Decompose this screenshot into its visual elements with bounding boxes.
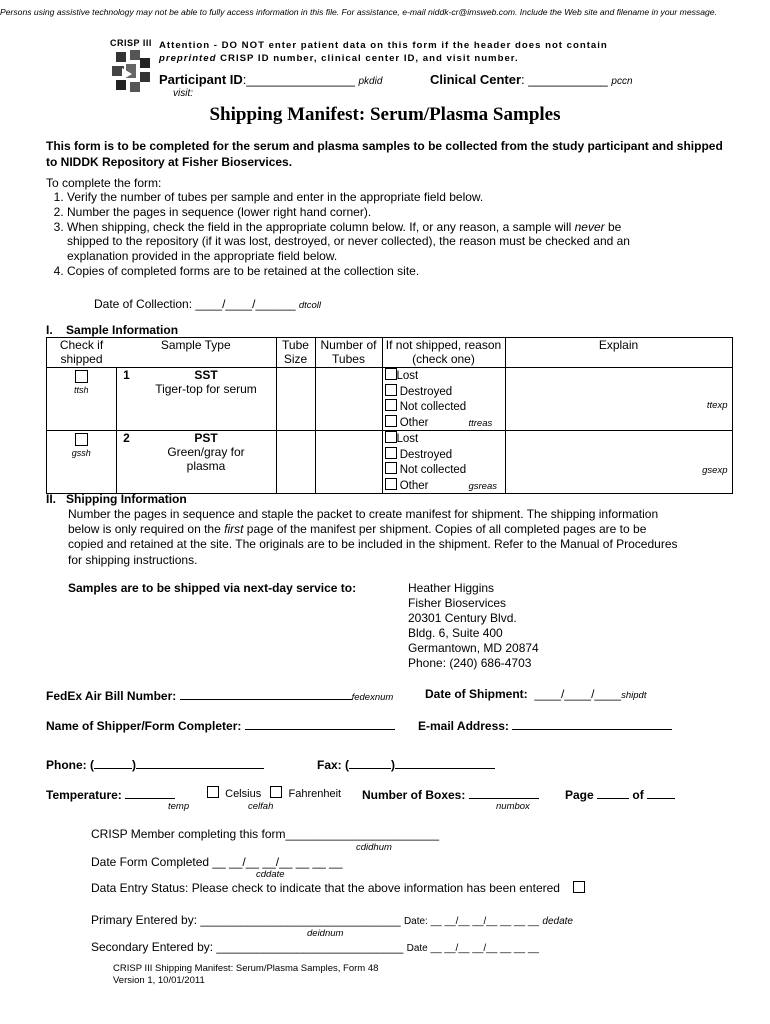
header-number-of-tubes: [315, 338, 382, 368]
form-footer-line-1: CRISP III Shipping Manifest: Serum/Plasma Samples, Form 48: [113, 963, 379, 974]
row-2-number-of-tubes-input[interactable]: [315, 431, 382, 494]
table-row: [47, 431, 733, 494]
row-2-number: 2: [116, 431, 137, 494]
clinical-center-label: Clinical Center: [430, 72, 522, 87]
address-line: Bldg. 6, Suite 400: [408, 626, 503, 640]
celsius-checkbox[interactable]: [207, 786, 219, 798]
table-row: [47, 368, 733, 431]
row-1-reasons: [382, 368, 505, 431]
row-2-explain-input[interactable]: [505, 431, 732, 494]
fax-field[interactable]: [317, 756, 495, 772]
checkbox-icon[interactable]: [385, 431, 397, 443]
reason-label: Not collected: [399, 401, 467, 413]
section-1-title: Sample Information: [66, 323, 179, 337]
boxes-field[interactable]: [362, 786, 539, 802]
row-2-code: gssh: [71, 448, 91, 458]
secondary-entered-label: Secondary Entered by: ____________________________: [91, 940, 404, 954]
clinical-center-field[interactable]: [430, 72, 633, 87]
temperature-field[interactable]: [46, 786, 175, 802]
checkbox-icon[interactable]: [385, 399, 397, 411]
section-2-line-2-b: page of the manifest per shipment. Copies of all completed pages are to be: [246, 522, 647, 537]
row-1-check-cell: [47, 368, 117, 431]
row-2-reason-destroyed[interactable]: [385, 447, 503, 463]
data-entry-label: Data Entry Status: Please check to indicate that the above information has been entered: [91, 881, 560, 895]
step-2: 2. Number the pages in sequence (lower right hand corner).: [67, 205, 722, 220]
date-completed-code: cddate: [256, 869, 285, 880]
ship-to-label: Samples are to be shipped via next-day service to:: [68, 581, 357, 595]
shipper-label: Name of Shipper/Form Completer:: [46, 719, 242, 733]
fedex-field[interactable]: [46, 687, 393, 703]
step-3-after: be: [608, 219, 622, 234]
shipment-date-code: shipdt: [621, 690, 647, 701]
email-field[interactable]: [418, 717, 672, 733]
data-entry-checkbox[interactable]: [573, 881, 585, 893]
phone-field[interactable]: [46, 756, 264, 772]
reason-label: Destroyed: [399, 448, 453, 461]
checkbox-icon[interactable]: [385, 415, 397, 427]
boxes-code: numbox: [496, 801, 530, 812]
section-1-number: I.: [46, 323, 53, 337]
header-number-of-tubes-text: Number of Tubes: [320, 338, 377, 366]
reason-label: Not collected: [399, 464, 467, 476]
row-2-shipped-checkbox[interactable]: [75, 433, 88, 446]
checkbox-icon[interactable]: [385, 368, 397, 380]
phone-close: ): [132, 758, 136, 772]
primary-date-code: dedate: [542, 916, 573, 927]
header-explain: [505, 338, 732, 368]
header-reason: [382, 338, 505, 368]
section-2-line-2-a: below is only required on the: [68, 522, 221, 537]
section-2-number: II.: [46, 492, 57, 506]
shipper-input[interactable]: [245, 717, 395, 730]
section-2-line-4: for shipping instructions.: [68, 552, 198, 567]
page-total-input[interactable]: [647, 786, 675, 799]
date-of-collection-label: Date of Collection: ____/____/______: [94, 297, 296, 311]
section-2-paragraph: [68, 507, 678, 568]
participant-id-code: pkdid: [358, 76, 383, 87]
row-1-reason-not-collected[interactable]: [385, 399, 503, 415]
step-1: 1. Verify the number of tubes per sample and enter in the appropriate field below.: [67, 190, 722, 205]
address-line: 20301 Century Blvd.: [408, 611, 517, 625]
row-2-reasons: [382, 431, 505, 494]
reason-label: Other: [399, 479, 429, 492]
reason-label: Lost: [396, 433, 419, 445]
crisp-logo: [110, 38, 154, 99]
data-entry-status: [91, 881, 585, 895]
section-2-line-3: copied and retained at the site. The originals are to be included in the shipment. Refer to the Manual of Procedures: [68, 537, 678, 552]
form-footer: [113, 963, 378, 987]
row-2-type-name: PST: [194, 431, 218, 445]
page-title: Shipping Manifest: Serum/Plasma Samples: [209, 104, 561, 125]
attention-line-2: [159, 53, 519, 64]
date-completed-field[interactable]: Date Form Completed __ __/__ __/__ __ __ __: [91, 855, 343, 869]
logo-text: CRISP III: [110, 38, 152, 48]
visit-label: visit:: [173, 88, 193, 99]
row-2-sample-type: [137, 431, 277, 494]
primary-entered-label: Primary Entered by: ______________________________: [91, 913, 401, 927]
to-complete-heading: To complete the form:: [46, 176, 162, 190]
row-1-number-of-tubes-input[interactable]: [315, 368, 382, 431]
temperature-input[interactable]: [125, 786, 175, 799]
email-label: E-mail Address:: [418, 719, 509, 733]
phone-input[interactable]: [136, 756, 264, 769]
section-1-heading: [46, 323, 178, 337]
step-3-cont-2: explanation provided in the appropriate field below.: [67, 249, 338, 264]
shipper-field[interactable]: [46, 717, 395, 733]
row-1-reason-other[interactable]: [385, 415, 503, 431]
address-line: Heather Higgins: [408, 581, 495, 595]
step-3-text: When shipping, check the field in the appropriate column below. If, or any reason, a sample will: [67, 219, 572, 234]
unit-options: [207, 786, 341, 800]
row-2-explain-code: gsexp: [702, 465, 728, 476]
reason-label: Lost: [396, 370, 419, 382]
section-2-heading: [46, 492, 187, 506]
row-1-reason-code: ttreas: [468, 417, 493, 429]
reason-label: Destroyed: [399, 385, 453, 398]
celfah-code: celfah: [248, 801, 274, 812]
row-2-tube-size-input[interactable]: [276, 431, 315, 494]
header-sample-type: [116, 338, 276, 368]
section-2-line-2: [68, 522, 678, 537]
row-1-type-name: SST: [194, 368, 218, 382]
date-of-collection-code: dtcoll: [298, 300, 322, 311]
reason-label: Other: [399, 416, 429, 429]
page-of-field[interactable]: [565, 786, 675, 802]
header-reason-text: If not shipped, reason (check one): [385, 338, 502, 366]
header-check-if-shipped: [47, 338, 117, 368]
secondary-entered-field[interactable]: [91, 940, 539, 954]
page-label: Page: [565, 788, 594, 802]
primary-entered-field[interactable]: [91, 913, 573, 927]
step-4: 4. Copies of completed forms are to be retained at the collection site.: [67, 264, 722, 279]
primary-date: Date: __ __/__ __/__ __ __ __: [403, 916, 540, 927]
section-2-first-word: first: [224, 522, 244, 537]
shipment-date-label: Date of Shipment:: [425, 687, 528, 701]
ship-to-address: [408, 581, 539, 671]
fahrenheit-checkbox[interactable]: [270, 786, 282, 798]
header-sample-type-text: Sample Type: [160, 338, 231, 352]
boxes-label: Number of Boxes:: [362, 788, 466, 802]
fax-area-input[interactable]: [349, 756, 391, 769]
checkbox-icon[interactable]: [385, 462, 397, 474]
address-line: Phone: (240) 686-4703: [408, 656, 532, 670]
boxes-input[interactable]: [469, 786, 539, 799]
attention-line-1: Attention - DO NOT enter patient data on this form if the header does not contain: [159, 40, 608, 51]
row-1-reason-destroyed[interactable]: [385, 384, 503, 400]
shipment-date-blank: ____/____/____: [534, 687, 622, 701]
preprinted-word: preprinted: [159, 53, 217, 64]
form-footer-line-2: Version 1, 10/01/2011: [113, 975, 205, 986]
address-line: Fisher Bioservices: [408, 596, 507, 610]
row-2-reason-code: gsreas: [468, 480, 497, 492]
row-1-tube-size-input[interactable]: [276, 368, 315, 431]
attention-line-2-rest: CRISP ID number, clinical center ID, and visit number.: [220, 53, 519, 64]
row-2-check-cell: [47, 431, 117, 494]
row-2-reason-other[interactable]: [385, 478, 503, 494]
row-1-shipped-checkbox[interactable]: [75, 370, 88, 383]
kidney-logo-icon: [110, 50, 154, 94]
fedex-code: fedexnum: [351, 692, 394, 703]
checkbox-icon[interactable]: [385, 384, 397, 396]
row-1-explain-code: ttexp: [706, 400, 728, 411]
fax-label: Fax: (: [317, 758, 350, 772]
checkbox-icon[interactable]: [385, 478, 397, 490]
phone-label: Phone: (: [46, 758, 94, 772]
of-label: of: [632, 788, 644, 802]
temperature-code: temp: [168, 801, 190, 812]
fedex-label: FedEx Air Bill Number:: [46, 689, 177, 703]
date-of-collection-field[interactable]: [94, 297, 321, 311]
celsius-label: Celsius: [225, 788, 262, 800]
checkbox-icon[interactable]: [385, 447, 397, 459]
clinical-center-blank: : ___________: [521, 72, 608, 87]
participant-id-field[interactable]: [159, 72, 382, 87]
row-2-reason-not-collected[interactable]: [385, 462, 503, 478]
row-1-number: 1: [116, 368, 137, 431]
crisp-member-code: cdidhum: [356, 842, 392, 853]
crisp-member-field[interactable]: CRISP Member completing this form_______________________: [91, 827, 440, 841]
table-header-row: [47, 338, 733, 368]
email-input[interactable]: [512, 717, 672, 730]
page-number-input[interactable]: [597, 786, 629, 799]
shipment-date-field[interactable]: [425, 687, 646, 701]
instructions-list: [22, 190, 722, 279]
header-explain-text: Explain: [598, 338, 639, 352]
primary-entered-code: deidnum: [307, 928, 344, 939]
clinical-center-code: pccn: [611, 76, 633, 87]
fax-input[interactable]: [395, 756, 495, 769]
sample-information-table: [46, 337, 733, 494]
participant-id-label: Participant ID: [159, 72, 243, 87]
fax-close: ): [391, 758, 396, 772]
fedex-input[interactable]: [180, 687, 352, 700]
header-tube-size: [276, 338, 315, 368]
section-2-line-1: Number the pages in sequence and staple the packet to create manifest for shipment. The shipping information: [68, 507, 659, 521]
participant-id-blank: :_______________: [242, 72, 355, 87]
step-3: [67, 220, 722, 264]
row-1-reason-lost[interactable]: [385, 368, 503, 384]
row-1-sample-type: [137, 368, 277, 431]
temperature-label: Temperature:: [46, 788, 122, 802]
step-3-never: never: [574, 219, 605, 234]
phone-area-input[interactable]: [94, 756, 132, 769]
section-2-title: Shipping Information: [66, 492, 187, 506]
address-line: Germantown, MD 20874: [408, 641, 539, 655]
accessibility-notice: Persons using assistive technology may not be able to fully access information in this file. For assistance, e-mail niddk-cr@imsweb.com. Include the Web site and filename in your message.: [0, 7, 717, 17]
row-1-explain-input[interactable]: [505, 368, 732, 431]
header-tube-size-text: Tube Size: [282, 338, 309, 366]
row-2-reason-lost[interactable]: [385, 431, 503, 447]
fahrenheit-label: Fahrenheit: [288, 788, 342, 800]
intro-text: This form is to be completed for the serum and plasma samples to be collected from the study participant and shipped to NIDDK Repository at Fisher Bioservices.: [46, 139, 723, 169]
header-check-text: Check if shipped: [59, 338, 104, 366]
step-3-cont-1: shipped to the repository (if it was lost, destroyed, or never collected), the reason must be checked and an: [67, 234, 630, 249]
row-1-type-desc: Tiger-top for serum: [155, 382, 257, 396]
secondary-date: Date __ __/__ __/__ __ __ __: [406, 943, 539, 954]
row-2-type-desc: Green/gray for plasma: [167, 445, 245, 473]
row-1-code: ttsh: [73, 385, 89, 395]
